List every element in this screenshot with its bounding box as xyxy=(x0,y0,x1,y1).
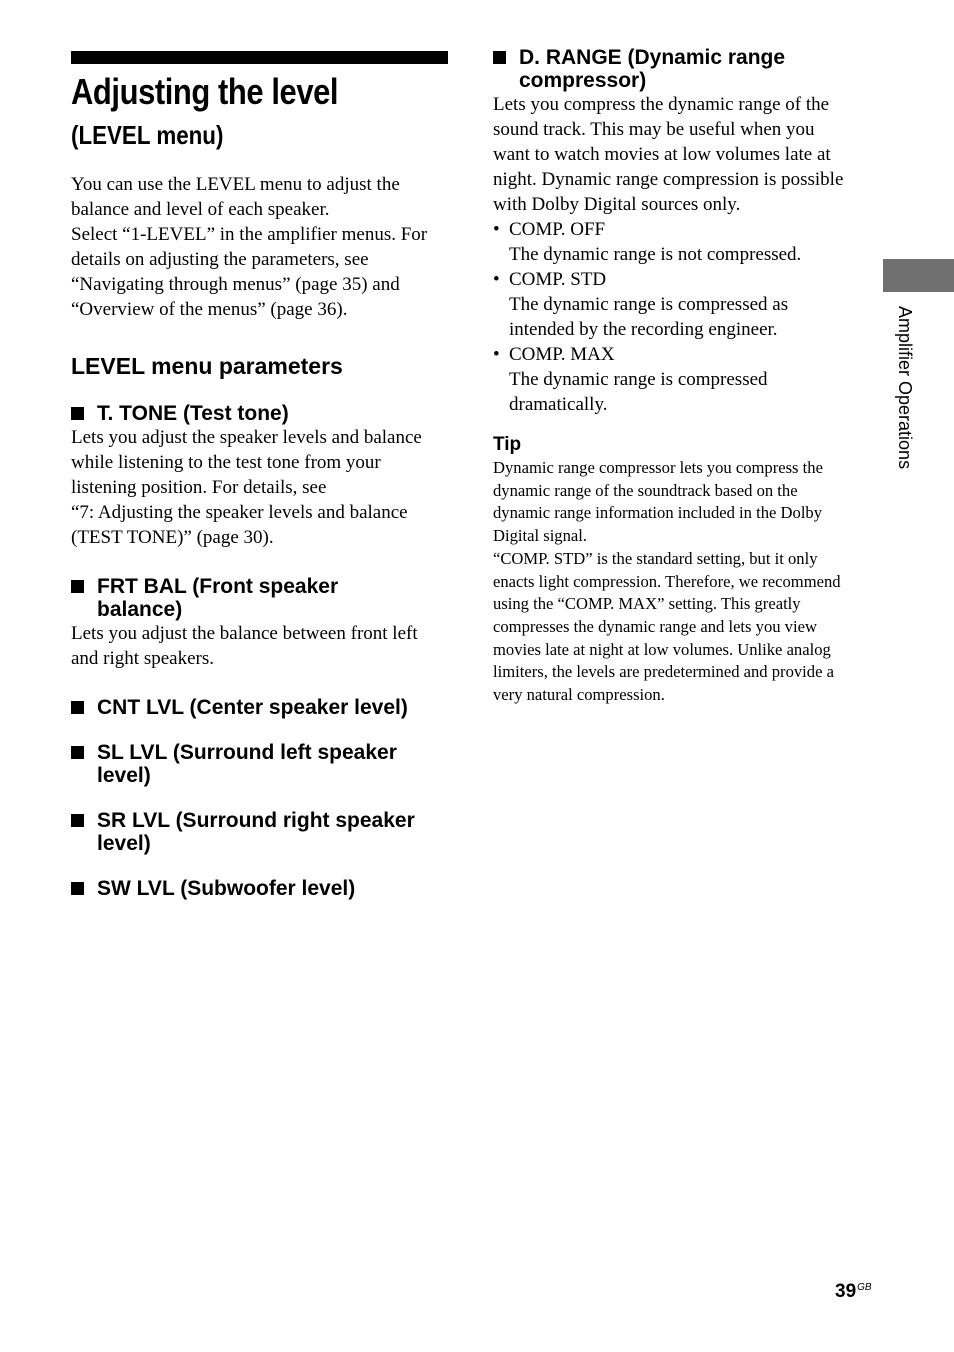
item-body-line: while listening to the test tone from your xyxy=(71,452,381,473)
tip-line: “COMP. STD” is the standard setting, but it only xyxy=(493,548,818,568)
item-heading xyxy=(71,575,451,621)
item-heading-text: D. RANGE (Dynamic range xyxy=(519,46,786,69)
option-desc: The dynamic range is not compressed. xyxy=(509,244,802,265)
intro-paragraph xyxy=(71,172,451,322)
item-frt-bal xyxy=(71,575,451,671)
option-name: COMP. MAX xyxy=(509,344,615,365)
item-heading xyxy=(493,46,869,92)
tip-line: dynamic range of the soundtrack based on the xyxy=(493,480,798,500)
item-sl-lvl xyxy=(71,741,451,787)
option-name: COMP. STD xyxy=(509,269,607,290)
item-body-line: and right speakers. xyxy=(71,648,214,669)
option-desc: intended by the recording engineer. xyxy=(509,319,778,340)
intro-line: Select “1-LEVEL” in the amplifier menus. For xyxy=(71,224,428,245)
item-heading xyxy=(71,741,451,787)
item-heading-text: level) xyxy=(97,832,151,855)
item-sw-lvl xyxy=(71,877,451,900)
square-bullet-icon xyxy=(71,882,84,895)
item-heading-text: CNT LVL (Center speaker level) xyxy=(97,696,408,719)
page-number-value: 39 xyxy=(835,1281,857,1302)
option-comp-max xyxy=(493,342,869,417)
item-body-line: Lets you compress the dynamic range of the xyxy=(493,94,830,115)
page-number xyxy=(835,1281,872,1303)
square-bullet-icon xyxy=(71,746,84,759)
item-sr-lvl xyxy=(71,809,451,855)
intro-line: “Navigating through menus” (page 35) and xyxy=(71,274,400,295)
intro-line: “Overview of the menus” (page 36). xyxy=(71,299,348,320)
option-name: COMP. OFF xyxy=(509,219,606,240)
item-body-line: Lets you adjust the speaker levels and balance xyxy=(71,427,422,448)
item-body-line: listening position. For details, see xyxy=(71,477,327,498)
intro-line: details on adjusting the parameters, see xyxy=(71,249,369,270)
square-bullet-icon xyxy=(71,580,84,593)
item-body-line: with Dolby Digital sources only. xyxy=(493,194,741,215)
item-cnt-lvl xyxy=(71,696,451,719)
item-heading-text: FRT BAL (Front speaker xyxy=(97,575,339,598)
item-d-range xyxy=(493,46,869,417)
bullet-dot-icon: • xyxy=(493,219,500,240)
chapter-label-text: Amplifier Operations xyxy=(895,306,915,470)
tip-body xyxy=(493,457,869,707)
chapter-tab xyxy=(883,259,954,292)
item-body-line: “7: Adjusting the speaker levels and balance xyxy=(71,502,408,523)
square-bullet-icon xyxy=(71,814,84,827)
intro-line: You can use the LEVEL menu to adjust the xyxy=(71,174,400,195)
tip-line: compresses the dynamic range and lets you view xyxy=(493,616,817,636)
item-heading-text: level) xyxy=(97,764,151,787)
item-body-line: (TEST TONE)” (page 30). xyxy=(71,527,274,548)
item-heading xyxy=(71,877,451,900)
page-title: Adjusting the level xyxy=(71,71,339,112)
tip-line: using the “COMP. MAX” setting. This greatly xyxy=(493,594,801,614)
page-subtitle: (LEVEL menu) xyxy=(71,120,224,150)
intro-line: balance and level of each speaker. xyxy=(71,199,330,220)
tip-line: very natural compression. xyxy=(493,685,665,705)
square-bullet-icon xyxy=(493,51,506,64)
tip-line: dynamic range information included in the Dolby xyxy=(493,503,823,523)
tip-line: movies late at night at low volumes. Unlike analog xyxy=(493,639,831,659)
tip-line: Digital signal. xyxy=(493,526,588,546)
section-title: LEVEL menu parameters xyxy=(71,353,343,379)
title-rule xyxy=(71,51,448,64)
option-comp-std xyxy=(493,267,869,342)
tip-line: Dynamic range compressor lets you compress the xyxy=(493,458,823,477)
item-heading-text: compressor) xyxy=(519,69,647,92)
item-heading-text: SW LVL (Subwoofer level) xyxy=(97,877,356,900)
option-comp-off xyxy=(493,217,869,267)
item-heading-text: balance) xyxy=(97,598,183,621)
option-desc: The dynamic range is compressed xyxy=(509,369,768,390)
square-bullet-icon xyxy=(71,701,84,714)
tip-line: limiters, the levels are predetermined and provide a xyxy=(493,662,834,682)
option-desc: dramatically. xyxy=(509,394,608,415)
right-column xyxy=(493,46,869,707)
option-desc: The dynamic range is compressed as xyxy=(509,294,789,315)
bullet-dot-icon: • xyxy=(493,269,500,290)
item-t-tone xyxy=(71,402,451,550)
item-heading-text: SR LVL (Surround right speaker xyxy=(97,809,415,832)
item-body-line: sound track. This may be useful when you xyxy=(493,119,815,140)
left-column xyxy=(71,51,451,900)
tip-title: Tip xyxy=(493,434,522,455)
item-body-line: want to watch movies at low volumes late at xyxy=(493,144,831,165)
item-heading xyxy=(71,696,451,719)
item-body-line: Lets you adjust the balance between front left xyxy=(71,623,418,644)
item-heading-text: SL LVL (Surround left speaker xyxy=(97,741,397,764)
item-heading-text: T. TONE (Test tone) xyxy=(97,402,289,425)
tip-line: enacts light compression. Therefore, we recommend xyxy=(493,571,841,591)
square-bullet-icon xyxy=(71,407,84,420)
item-heading xyxy=(71,809,451,855)
chapter-label xyxy=(893,306,917,516)
item-body-line: night. Dynamic range compression is possible xyxy=(493,169,844,190)
item-heading xyxy=(71,402,451,425)
page-number-suffix: GB xyxy=(857,1282,872,1293)
bullet-dot-icon: • xyxy=(493,344,500,365)
